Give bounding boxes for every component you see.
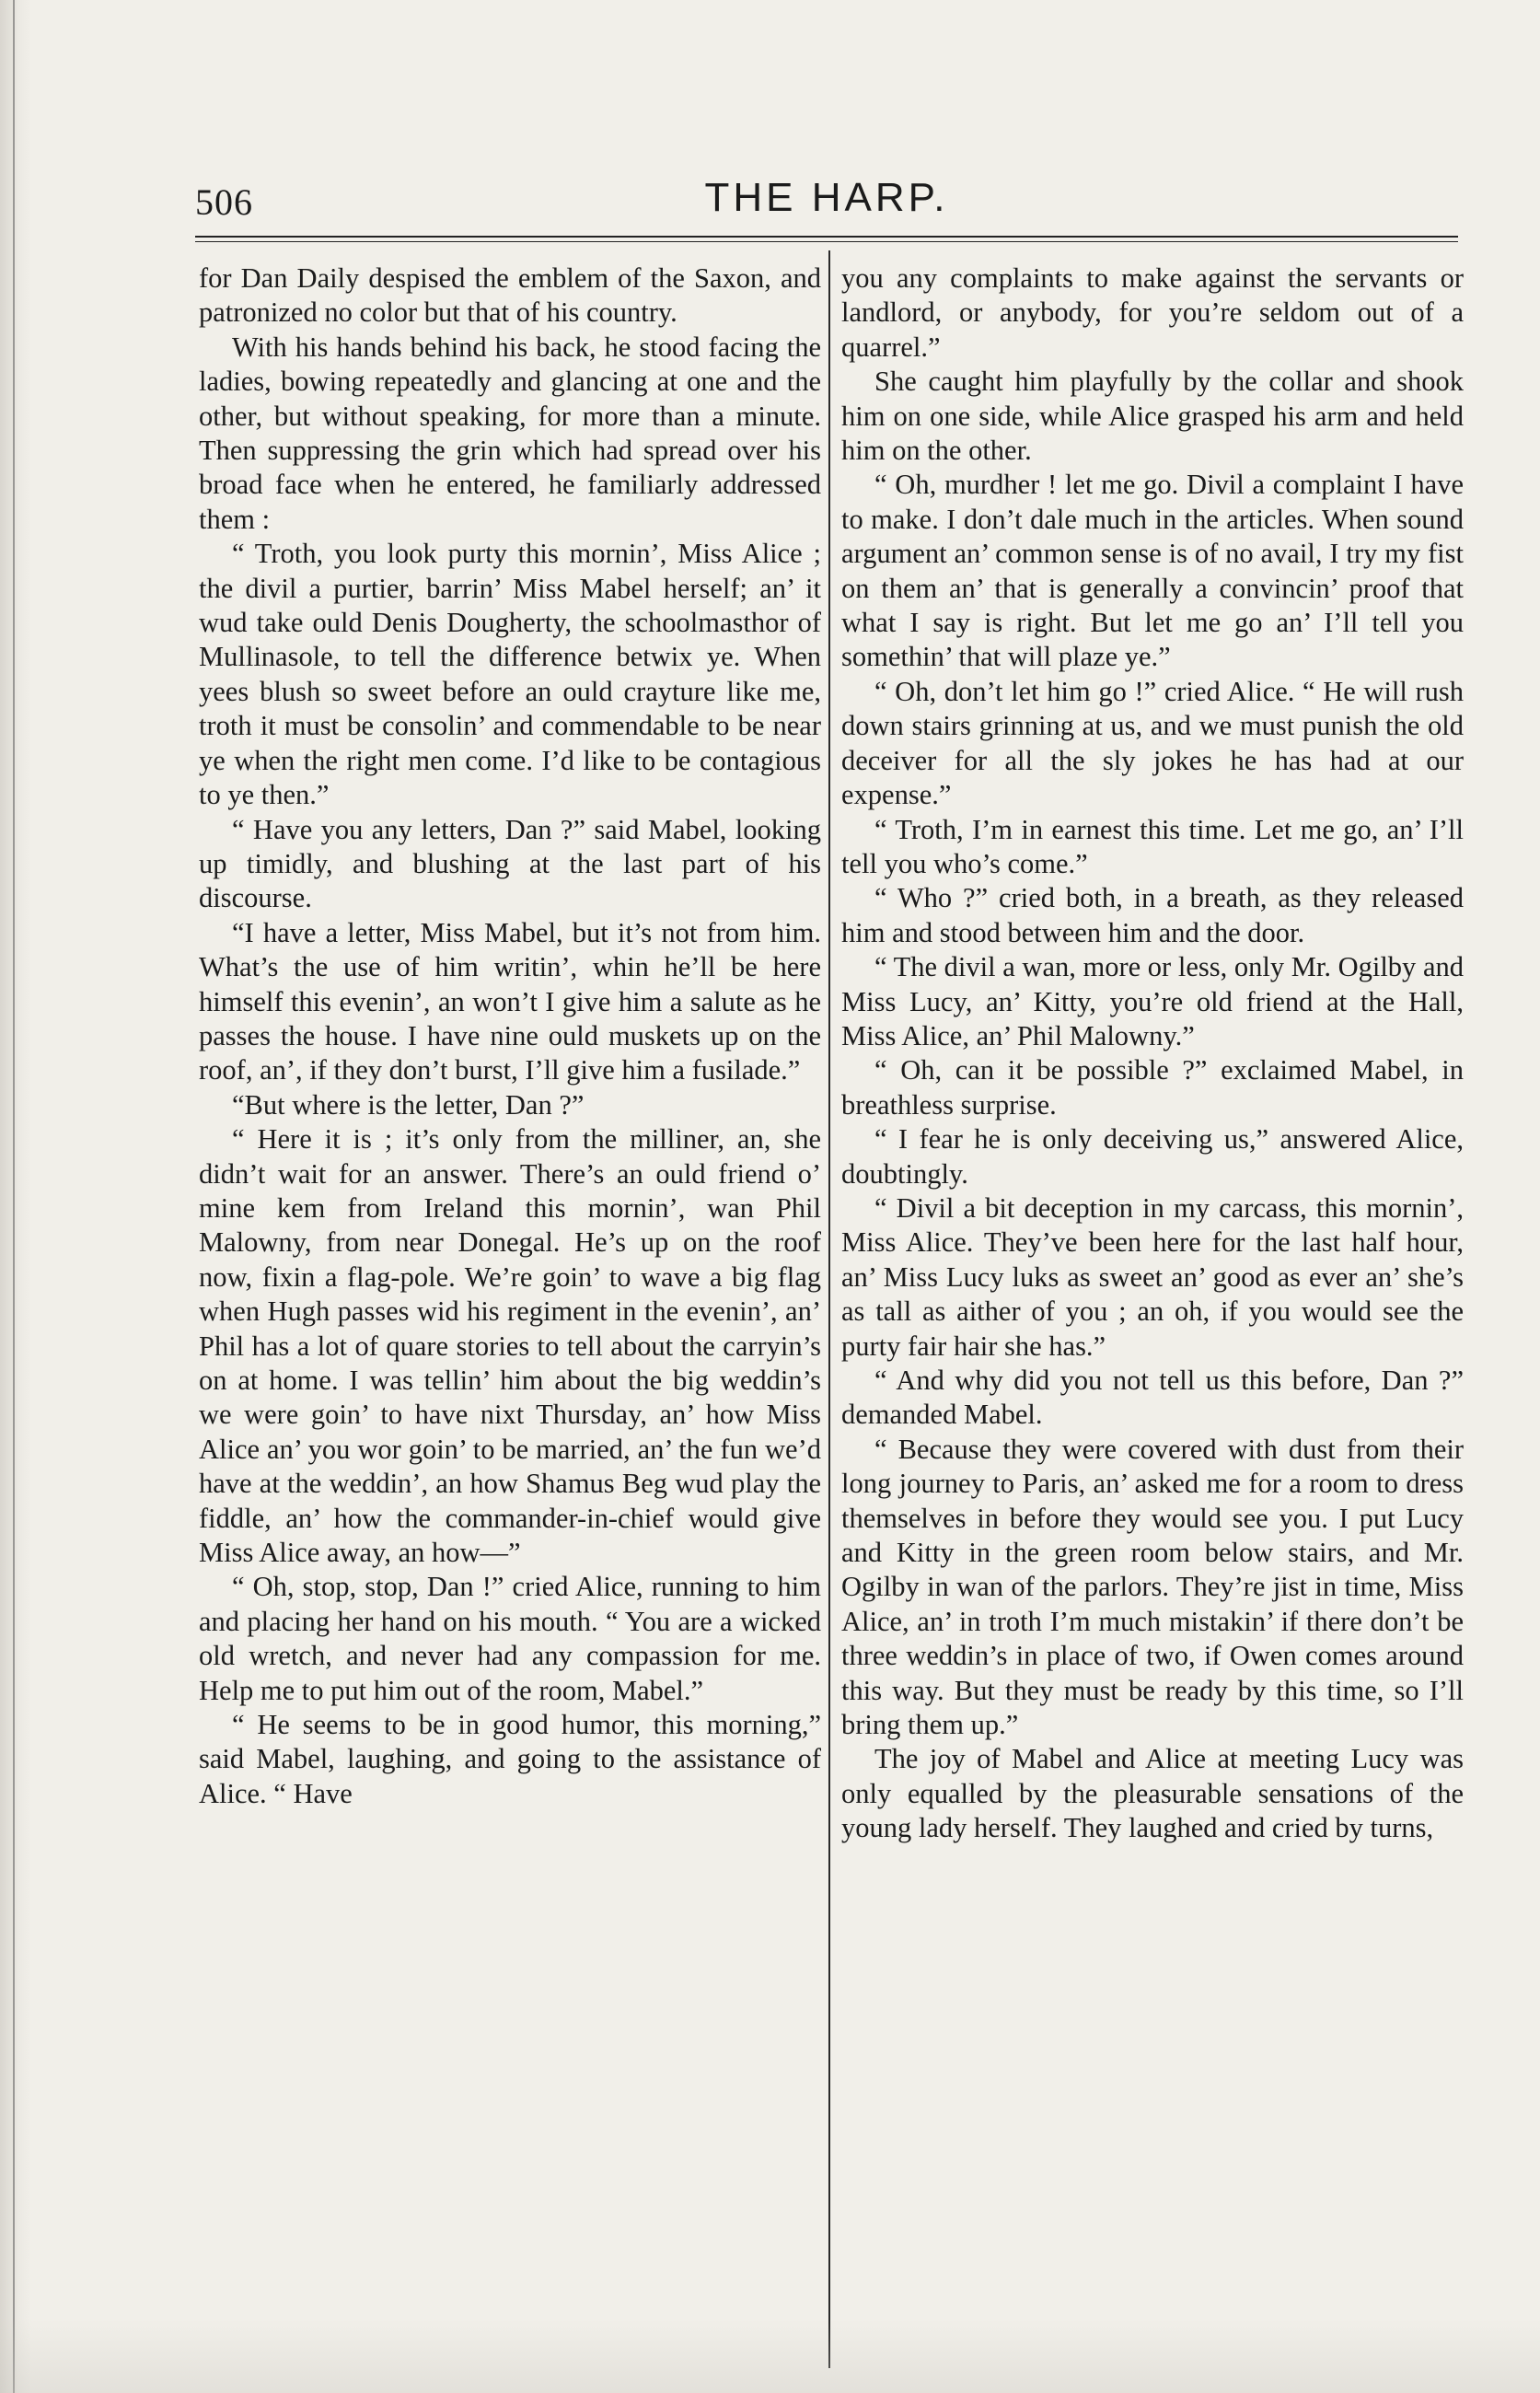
paragraph: you any complaints to make against the servants or landlord, or anybody, for you’re seldom out of a quarrel.” [841,262,1464,363]
left-column [199,261,821,2342]
paragraph: “ And why did you not tell us this before, Dan ?” demanded Mabel. [841,1365,1464,1431]
paragraph: “I have a letter, Miss Mabel, but it’s not from him. What’s the use of him writin’, whin he’ll be here himself this evenin’, an won’t I give him a salute as he passes the house. I have nine ould muskets up on the roof, an’, if they don’t burst, I’ll give him a fusilade.” [199,916,821,1086]
paragraph: “ Here it is ; it’s only from the milliner, an, she didn’t wait for an answer. There’s an ould friend o’ mine kem from Ireland this mornin’, wan Phil Malowny, from near Donegal. He’s up on the roof now, fixin a flag-pole. We’re goin’ to wave a big flag when Hugh passes wid his regiment in the evenin’, an’ Phil has a lot of quare stories to tell about the carryin’s on at home. I was tellin’ him about the big weddin’s we were goin’ to have nixt Thursday, an’ how Miss Alice an’ you wor goin’ to be married, an’ the fun we’d have at the weddin’, an how Shamus Beg wud play the fiddle, an’ how the commander-in-chief would give Miss Alice away, an how—” [199,1123,821,1569]
paragraph: With his hands behind his back, he stood facing the ladies, bowing repeatedly and glancing at one and the other, but without speaking, for more than a minute. Then suppressing the grin which had spread over his broad face when he entered, he familiarly addressed them : [199,331,821,535]
paragraph: for Dan Daily despised the emblem of the Saxon, and patronized no color but that of his country. [199,262,821,329]
paragraph: “ Have you any letters, Dan ?” said Mabel, looking up timidly, and blushing at the last part of his discourse. [199,813,821,914]
paragraph: She caught him playfully by the collar and shook him on one side, while Alice grasped his arm and held him on the other. [841,366,1464,467]
paragraph: “ I fear he is only deceiving us,” answered Alice, doubtingly. [841,1123,1464,1190]
scan-left-edge [0,0,31,2393]
running-title: THE HARP. [704,175,949,220]
right-column [841,261,1464,2342]
page-header [195,175,1458,228]
paragraph: “ Oh, can it be possible ?” exclaimed Mabel, in breathless surprise. [841,1054,1464,1121]
paragraph: “ Because they were covered with dust from their long journey to Paris, an’ asked me for a room to dress themselves in before they would see you. I put Lucy and Kitty in the green room below stairs, and Mr. Ogilby in wan of the parlors. They’re jist in time, Miss Alice, an’ in troth I’m much mistakin’ if there don’t be three weddin’s in place of two, if Owen comes around this way. But they must be ready by this time, so I’ll bring them up.” [841,1433,1464,1741]
paragraph: “ Oh, stop, stop, Dan !” cried Alice, running to him and placing her hand on his mouth. “ You are a wicked old wretch, and never had any compassion for me. Help me to put him out of the room, Mabel.” [199,1571,821,1706]
paragraph: “ Oh, don’t let him go !” cried Alice. “ He will rush down stairs grinning at us, and we must punish the old deceiver for all the sly jokes he has had at our expense.” [841,675,1464,811]
column-divider [828,250,830,2368]
paragraph: “ Who ?” cried both, in a breath, as they released him and stood between him and the door. [841,882,1464,948]
paragraph: “ Troth, you look purty this mornin’, Miss Alice ; the divil a purtier, barrin’ Miss Mabel herself; an’ it wud take ould Denis Dougherty, the schoolmasthor of Mullinasole, to tell the difference betwix ye. When yees blush so sweet before an ould crayture like me, troth it must be consolin’ and commendable to be near ye when the right men come. I’d like to be contagious to ye then.” [199,538,821,811]
header-rule [195,236,1458,238]
header-rule-thin [195,241,1458,242]
paragraph: “ Divil a bit deception in my carcass, this mornin’, Miss Alice. They’ve been here for the last half hour, an’ Miss Lucy luks as sweet an’ good as ever an’ she’s as tall as aither of you ; an oh, if you would see the purty fair hair she has.” [841,1191,1464,1362]
paragraph: The joy of Mabel and Alice at meeting Lucy was only equalled by the pleasurable sensations of the young lady herself. They laughed and cried by turns, [841,1743,1464,1844]
paragraph: “ Troth, I’m in earnest this time. Let me go, an’ I’ll tell you who’s come.” [841,813,1464,879]
paragraph: “ Oh, murdher ! let me go. Divil a complaint I have to make. I don’t dale much in the articles. When sound argument an’ common sense is of no avail, I try my fist on them an’ that is generally a convincin’ proof that what I say is right. But let me go an’ I’ll tell you somethin’ that will plaze ye.” [841,469,1464,673]
scan-bottom-shading [0,2319,1540,2393]
page-number: 506 [195,181,253,223]
paragraph: “ He seems to be in good humor, this morning,” said Mabel, laughing, and going to the assistance of Alice. “ Have [199,1709,821,1809]
scan-binding-line [13,0,15,2393]
paragraph: “But where is the letter, Dan ?” [232,1088,585,1121]
paragraph: “ The divil a wan, more or less, only Mr. Ogilby and Miss Lucy, an’ Kitty, you’re old friend at the Hall, Miss Alice, an’ Phil Malowny.” [841,951,1464,1051]
